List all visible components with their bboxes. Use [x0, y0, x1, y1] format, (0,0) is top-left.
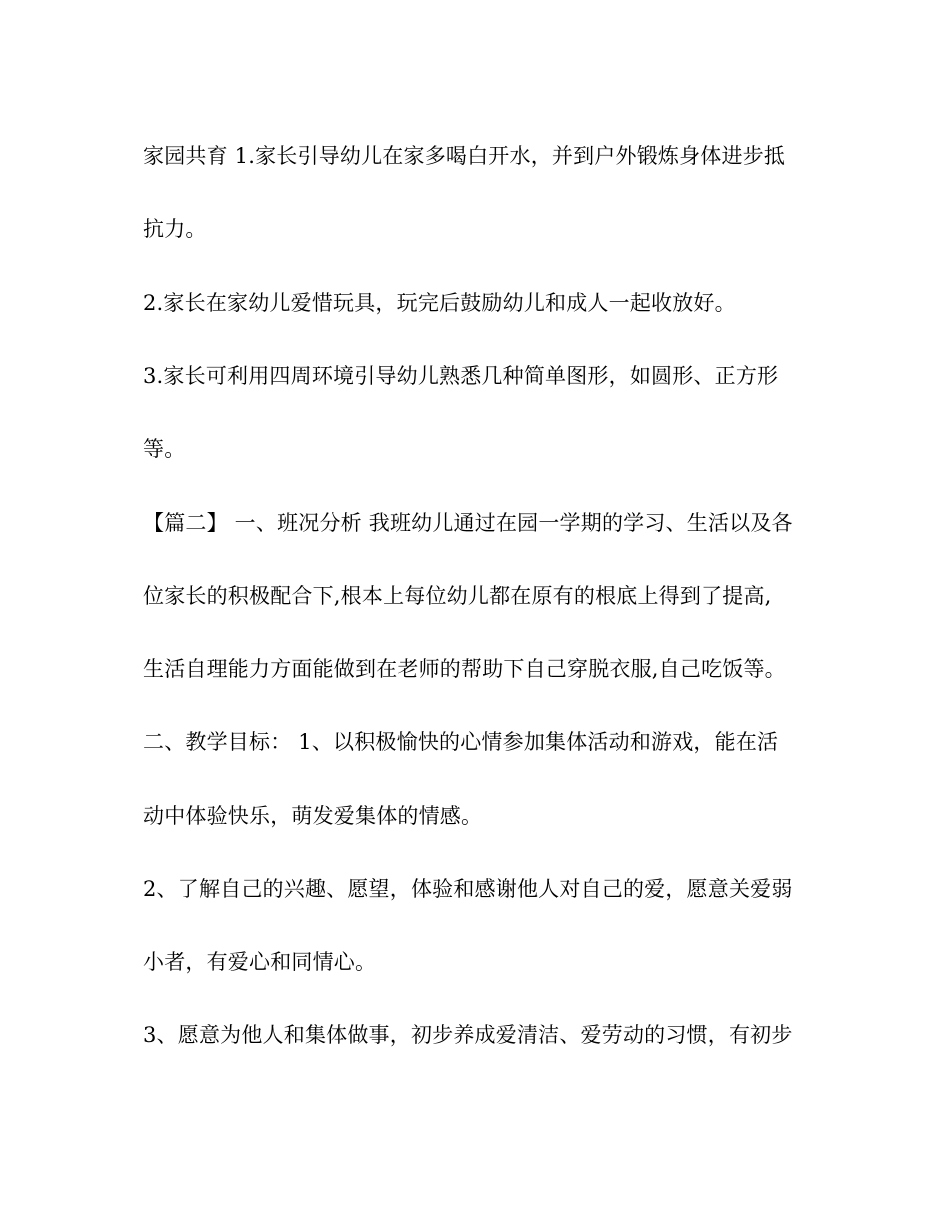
text-line: 生活自理能力方面能做到在老师的帮助下自己穿脱衣服,自己吃饭等。: [143, 657, 786, 681]
text-line: 动中体验快乐，萌发爱集体的情感。: [143, 804, 483, 828]
text-line: 家园共育 1.家长引导幼儿在家多喝白开水，并到户外锻炼身体进步抵: [143, 144, 786, 168]
text-line: 位家长的积极配合下,根本上每位幼儿都在原有的根底上得到了提高,: [143, 584, 772, 608]
text-line: 二、教学目标： 1、以积极愉快的心情参加集体活动和游戏，能在活: [143, 730, 779, 754]
text-line: 小者，有爱心和同情心。: [143, 950, 377, 974]
text-line: 【篇二】 一、班况分析 我班幼儿通过在园一学期的学习、生活以及各: [143, 511, 793, 535]
text-line: 3.家长可利用四周环境引导幼儿熟悉几种简单图形，如圆形、正方形: [143, 364, 779, 388]
text-line: 等。: [143, 437, 186, 461]
text-line: 抗力。: [143, 217, 207, 241]
text-line: 3、愿意为他人和集体做事，初步养成爱清洁、爱劳动的习惯，有初步: [143, 1023, 793, 1047]
text-line: 2、了解自己的兴趣、愿望，体验和感谢他人对自己的爱，愿意关爱弱: [143, 877, 793, 901]
text-line: 2.家长在家幼儿爱惜玩具，玩完后鼓励幼儿和成人一起收放好。: [143, 291, 736, 315]
